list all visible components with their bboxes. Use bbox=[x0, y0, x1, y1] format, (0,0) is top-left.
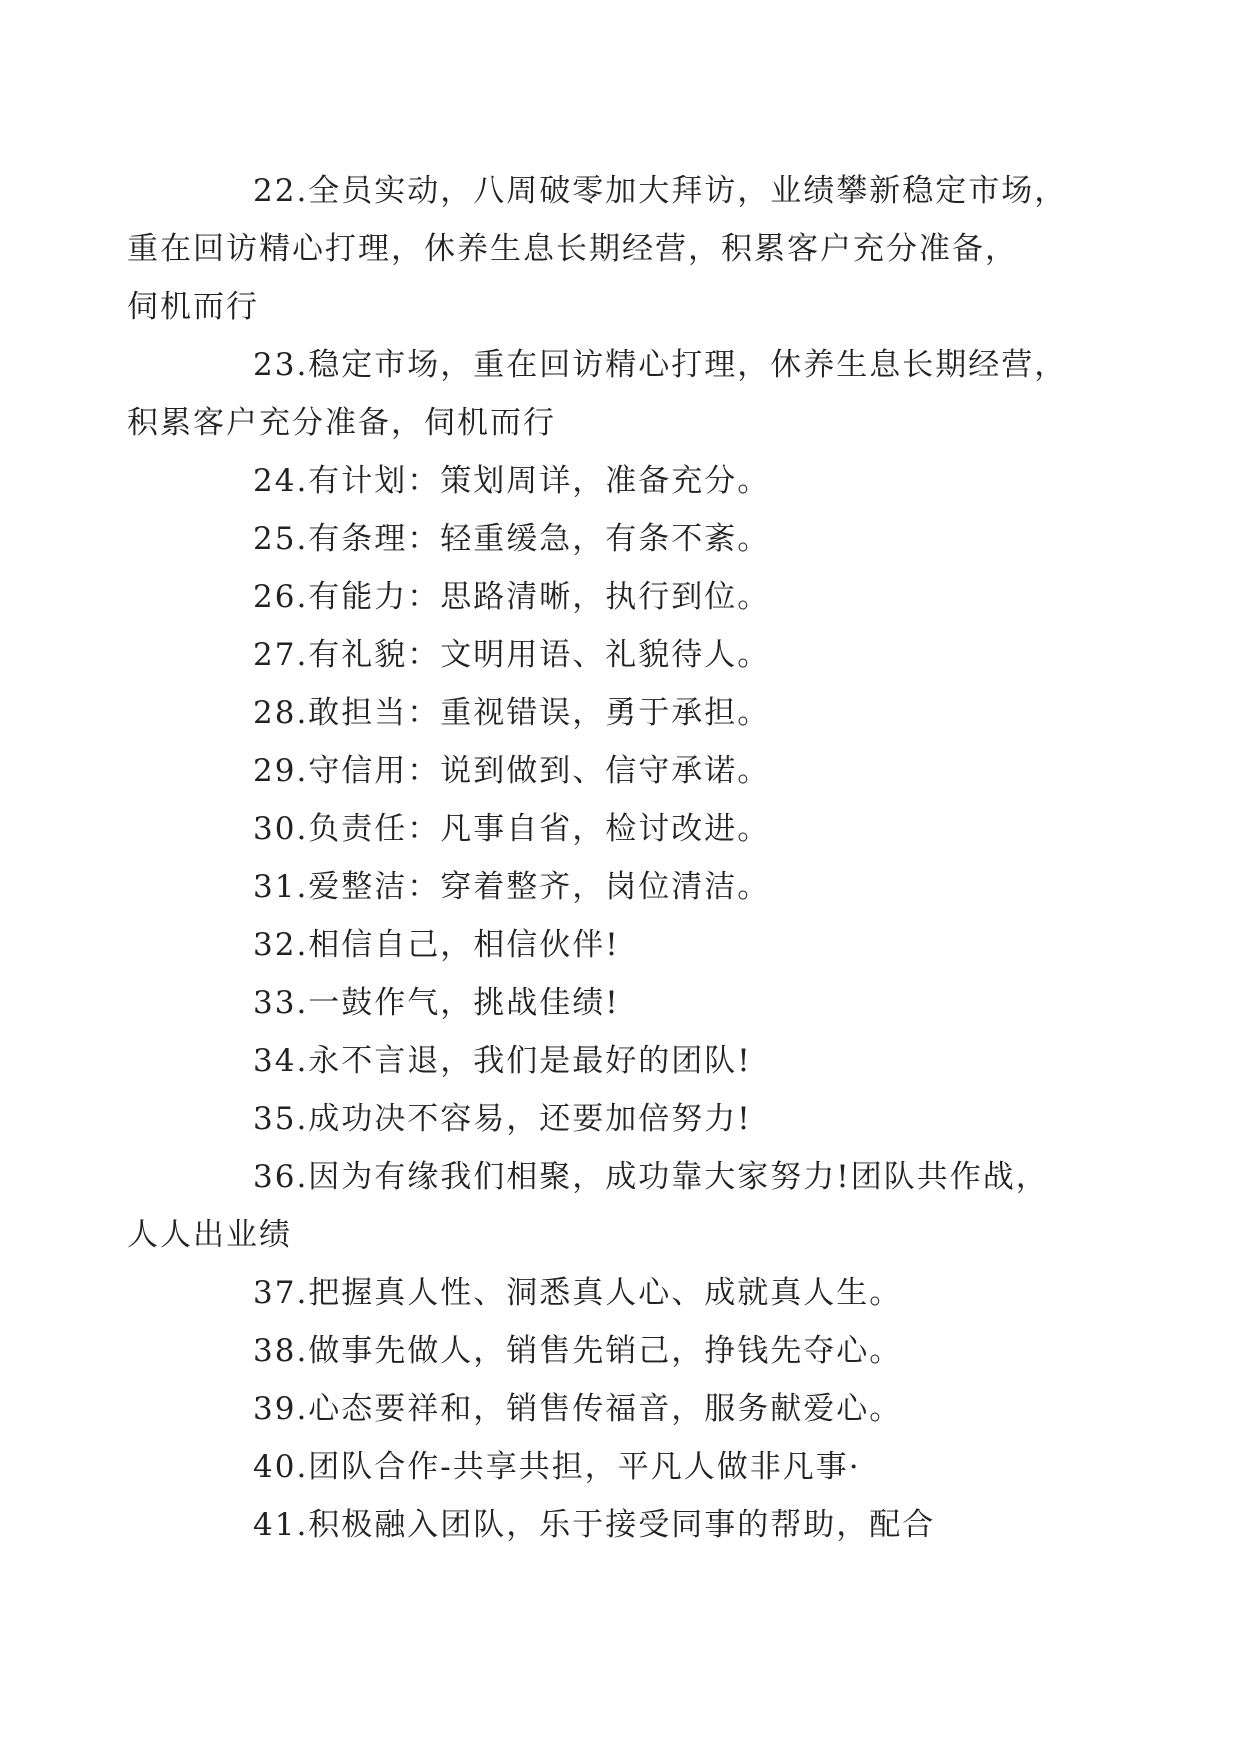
list-item-text: 25.有条理：轻重缓急，有条不紊。 bbox=[253, 521, 771, 557]
list-item-text: 31.爱整洁：穿着整齐，岗位清洁。 bbox=[253, 869, 771, 905]
list-item bbox=[190, 800, 1080, 858]
list-item bbox=[190, 742, 1080, 800]
list-item-text: 38.做事先做人，销售先销己，挣钱先夺心。 bbox=[253, 1333, 903, 1369]
list-item-text: 27.有礼貌：文明用语、礼貌待人。 bbox=[253, 637, 771, 673]
list-item bbox=[190, 858, 1080, 916]
list-item-text: 30.负责任：凡事自省，检讨改进。 bbox=[253, 811, 771, 847]
list-item-text: 22.全员实动，八周破零加大拜访，业绩攀新稳定市场， bbox=[253, 173, 1068, 209]
list-item bbox=[190, 568, 1080, 626]
list-item-text: 39.心态要祥和，销售传福音，服务献爱心。 bbox=[253, 1391, 903, 1427]
list-item-text: 36.因为有缘我们相聚，成功靠大家努力!团队共作战， bbox=[253, 1159, 1049, 1195]
list-item bbox=[127, 1148, 1080, 1264]
document-body bbox=[127, 162, 1080, 1554]
document-page bbox=[127, 162, 1080, 1554]
list-item bbox=[190, 1496, 1080, 1554]
list-item bbox=[190, 684, 1080, 742]
list-item bbox=[190, 626, 1080, 684]
list-item-text: 40.团队合作-共享共担，平凡人做非凡事· bbox=[253, 1449, 861, 1485]
list-item-text: 26.有能力：思路清晰，执行到位。 bbox=[253, 579, 771, 615]
list-item bbox=[190, 1090, 1080, 1148]
list-item-text: 24.有计划：策划周详，准备充分。 bbox=[253, 463, 771, 499]
list-item-text: 23.稳定市场，重在回访精心打理，休养生息长期经营， bbox=[253, 347, 1068, 383]
list-item bbox=[190, 974, 1080, 1032]
list-item-text: 32.相信自己，相信伙伴! bbox=[253, 927, 620, 963]
list-item-continuation: 人人出业绩 bbox=[127, 1217, 292, 1253]
list-item bbox=[190, 916, 1080, 974]
list-item-text: 28.敢担当：重视错误，勇于承担。 bbox=[253, 695, 771, 731]
list-item-text: 35.成功决不容易，还要加倍努力! bbox=[253, 1101, 752, 1137]
list-item-continuation: 积累客户充分准备，伺机而行 bbox=[127, 405, 556, 441]
list-item bbox=[190, 452, 1080, 510]
list-item-text: 41.积极融入团队，乐于接受同事的帮助，配合 bbox=[253, 1507, 936, 1543]
list-item bbox=[190, 1380, 1080, 1438]
list-item bbox=[190, 1438, 1080, 1496]
list-item-text: 33.一鼓作气，挑战佳绩! bbox=[253, 985, 620, 1021]
list-item bbox=[127, 162, 1080, 336]
list-item-text: 37.把握真人性、洞悉真人心、成就真人生。 bbox=[253, 1275, 903, 1311]
list-item-text: 29.守信用：说到做到、信守承诺。 bbox=[253, 753, 771, 789]
list-item bbox=[127, 336, 1080, 452]
list-item bbox=[190, 1264, 1080, 1322]
list-item-continuation: 伺机而行 bbox=[127, 289, 259, 325]
list-item bbox=[190, 1032, 1080, 1090]
list-item bbox=[190, 510, 1080, 568]
list-item-text: 34.永不言退，我们是最好的团队! bbox=[253, 1043, 752, 1079]
list-item-continuation: 重在回访精心打理，休养生息长期经营，积累客户充分准备， bbox=[127, 231, 1018, 267]
list-item bbox=[190, 1322, 1080, 1380]
